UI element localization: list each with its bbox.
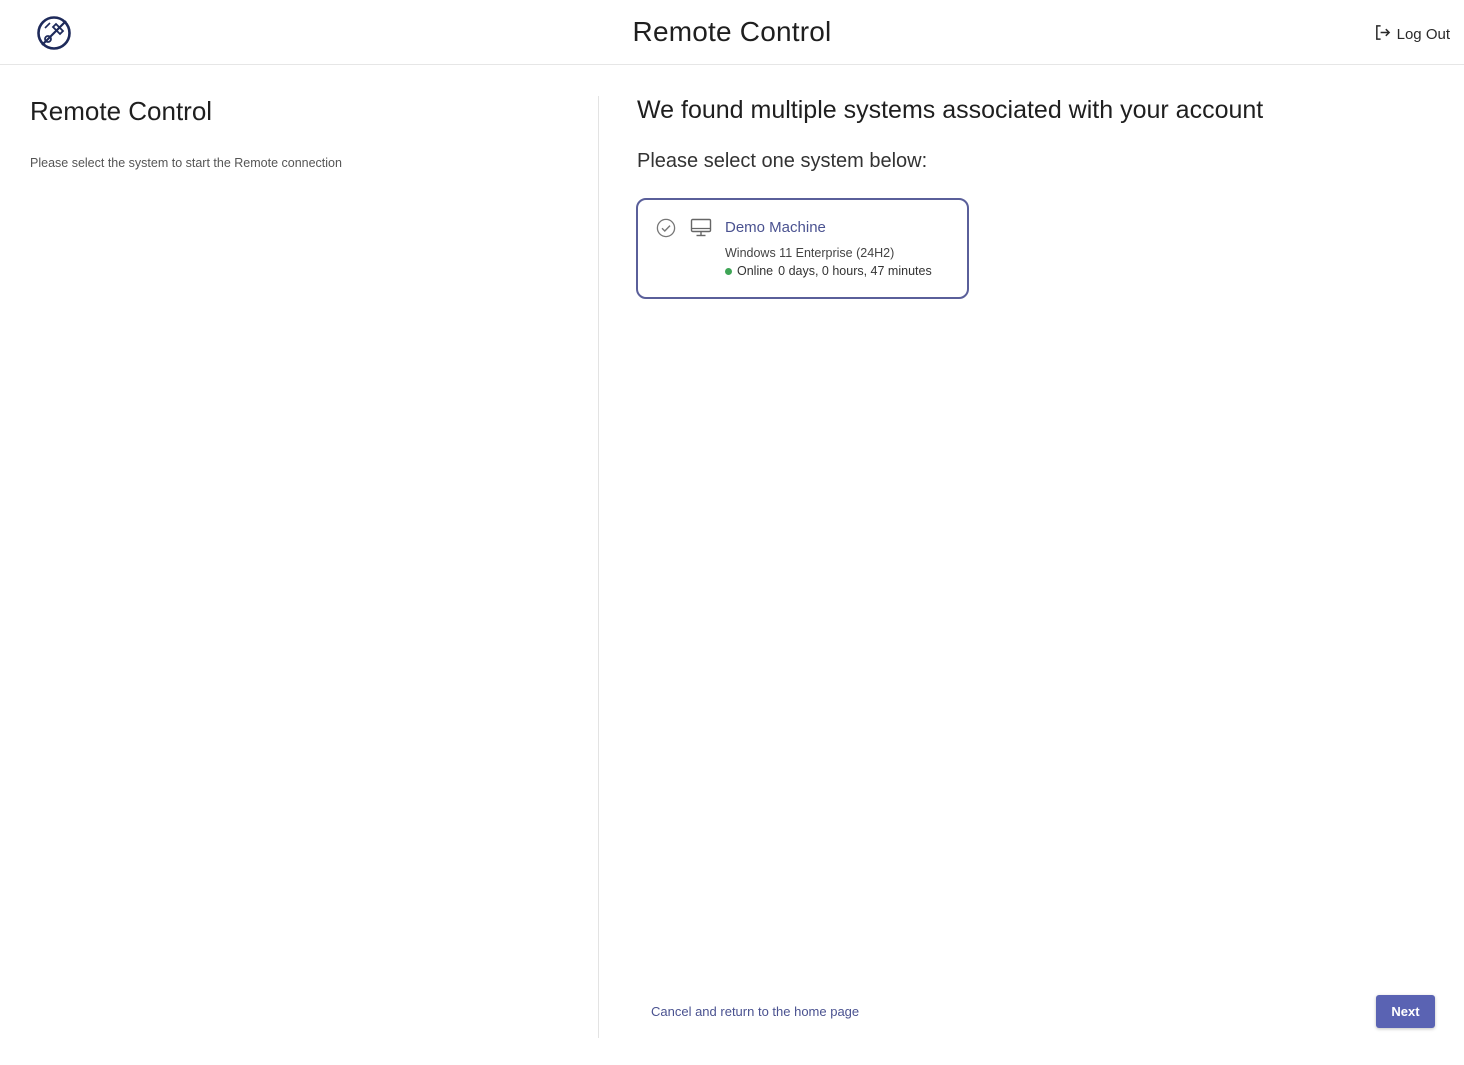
logout-label: Log Out (1396, 26, 1450, 43)
status-text: Online (737, 264, 774, 278)
next-button[interactable]: Next (1376, 995, 1435, 1028)
monitor-icon (690, 218, 712, 238)
logout-button[interactable] (1374, 24, 1450, 45)
systems-subheading: Please select one system below: (637, 150, 928, 172)
page-title: Remote Control (632, 16, 832, 47)
system-name: Demo Machine (725, 219, 826, 236)
logout-icon (1374, 24, 1391, 45)
cancel-link[interactable]: Cancel and return to the home page (651, 1004, 860, 1019)
system-os: Windows 11 Enterprise (24H2) (725, 246, 895, 260)
system-status (725, 264, 932, 278)
check-circle-icon[interactable] (656, 218, 676, 238)
top-header (0, 0, 1464, 65)
uptime-text: 0 days, 0 hours, 47 minutes (778, 264, 932, 278)
system-card-demo-machine[interactable] (636, 198, 969, 299)
panel-divider (598, 96, 599, 1038)
systems-heading: We found multiple systems associated with your account (637, 96, 1264, 124)
left-panel-title: Remote Control (30, 96, 213, 126)
status-online-dot (725, 268, 732, 275)
left-panel-description: Please select the system to start the Remote connection (30, 156, 342, 170)
